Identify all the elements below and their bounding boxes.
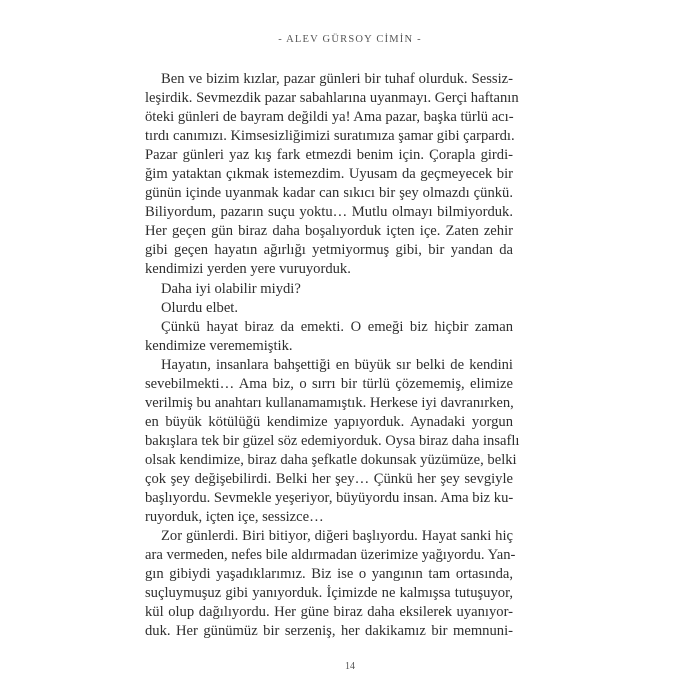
- text-line: günün içinde uyanmak kadar can sıkıcı bir şey olmazdı çünkü.: [145, 185, 513, 202]
- text-line: Her geçen gün biraz daha boşalıyorduk içten içe. Zaten zehir: [145, 223, 513, 240]
- text-line: Olurdu elbet.: [161, 299, 239, 316]
- text-line: kendimizi yerden yere vuruyorduk.: [145, 261, 351, 278]
- text-line: en büyük kötülüğü kendimize yapıyorduk. Aynadaki yorgun: [145, 413, 513, 430]
- text-line: ara vermeden, nefes bile aldırmadan üzerimize yağıyordu. Yan-: [145, 547, 516, 564]
- text-line: bakışlara tek bir güzel söz edemiyorduk. Oysa biraz daha insaflı: [145, 432, 520, 449]
- text-line: çok şey değişebilirdi. Belki her şey… Çünkü her şey sevgiyle: [145, 470, 513, 487]
- text-line: Çünkü hayat biraz da emekti. O emeği biz hiçbir zaman: [161, 318, 513, 335]
- text-line: Ben ve bizim kızlar, pazar günleri bir tuhaf olurduk. Sessiz-: [161, 71, 513, 87]
- text-line: kül olup dağılıyordu. Her güne biraz daha eksilerek uyanıyor-: [145, 604, 513, 621]
- text-line: Daha iyi olabilir miydi?: [161, 280, 301, 297]
- text-line: verilmiş bu anahtarı kullanamamıştık. Herkese iyi davranırken,: [145, 394, 514, 411]
- text-line: kendimize verememiştik.: [145, 337, 293, 354]
- text-line: sevebilmekti… Ama biz, o sırrı bir türlü çözememiş, elimize: [145, 375, 513, 392]
- text-line: duk. Her günümüz bir serzeniş, her dakikamız bir memnuni-: [145, 623, 513, 640]
- text-line: Zor günlerdi. Biri bitiyor, diğeri başlıyordu. Hayat sanki hiç: [161, 528, 513, 545]
- text-line: suçluymuşuz gibi yanıyorduk. İçimizde ne kalmışsa tutuşuyor,: [145, 585, 513, 602]
- text-line: Pazar günleri yaz kış fark etmezdi benim için. Çorapla girdi-: [145, 147, 513, 164]
- text-line: Biliyordum, pazarın suçu yoktu… Mutlu olmayı bilmiyorduk.: [145, 204, 513, 221]
- page-number: 14: [345, 661, 355, 672]
- text-line: gın gibiydi yaşadıklarımız. Biz ise o yangının tam ortasında,: [145, 566, 513, 583]
- text-line: olsak kendimize, biraz daha şefkatle dokunsak yüzümüze, belki: [145, 451, 517, 468]
- body-text: [145, 70, 520, 641]
- text-line: Hayatın, insanlara bahşettiği en büyük sır belki de kendini: [161, 356, 513, 373]
- text-line: öteki günleri de bayram değildi ya! Ama pazar, başka türlü acı-: [145, 109, 514, 126]
- text-line: leşirdik. Sevmezdik pazar sabahlarına uyanmayı. Gerçi haftanın: [145, 90, 519, 107]
- text-line: ğim yataktan çıkmak istemezdim. Uyusam da geçmeyecek bir: [145, 166, 513, 183]
- text-line: gibi geçen hayatın ağırlığı yetmiyormuş gibi, bir yandan da: [145, 242, 513, 259]
- text-line: tırdı canımızı. Kimsesizliğimizi suratımıza şamar gibi çarpardı.: [145, 128, 515, 145]
- text-line: ruyorduk, içten içe, sessizce…: [145, 509, 324, 526]
- running-head: - ALEV GÜRSOY CİMİN -: [278, 34, 422, 45]
- text-line: başlıyordu. Sevmekle yeşeriyor, büyüyordu insan. Ama biz ku-: [145, 490, 514, 507]
